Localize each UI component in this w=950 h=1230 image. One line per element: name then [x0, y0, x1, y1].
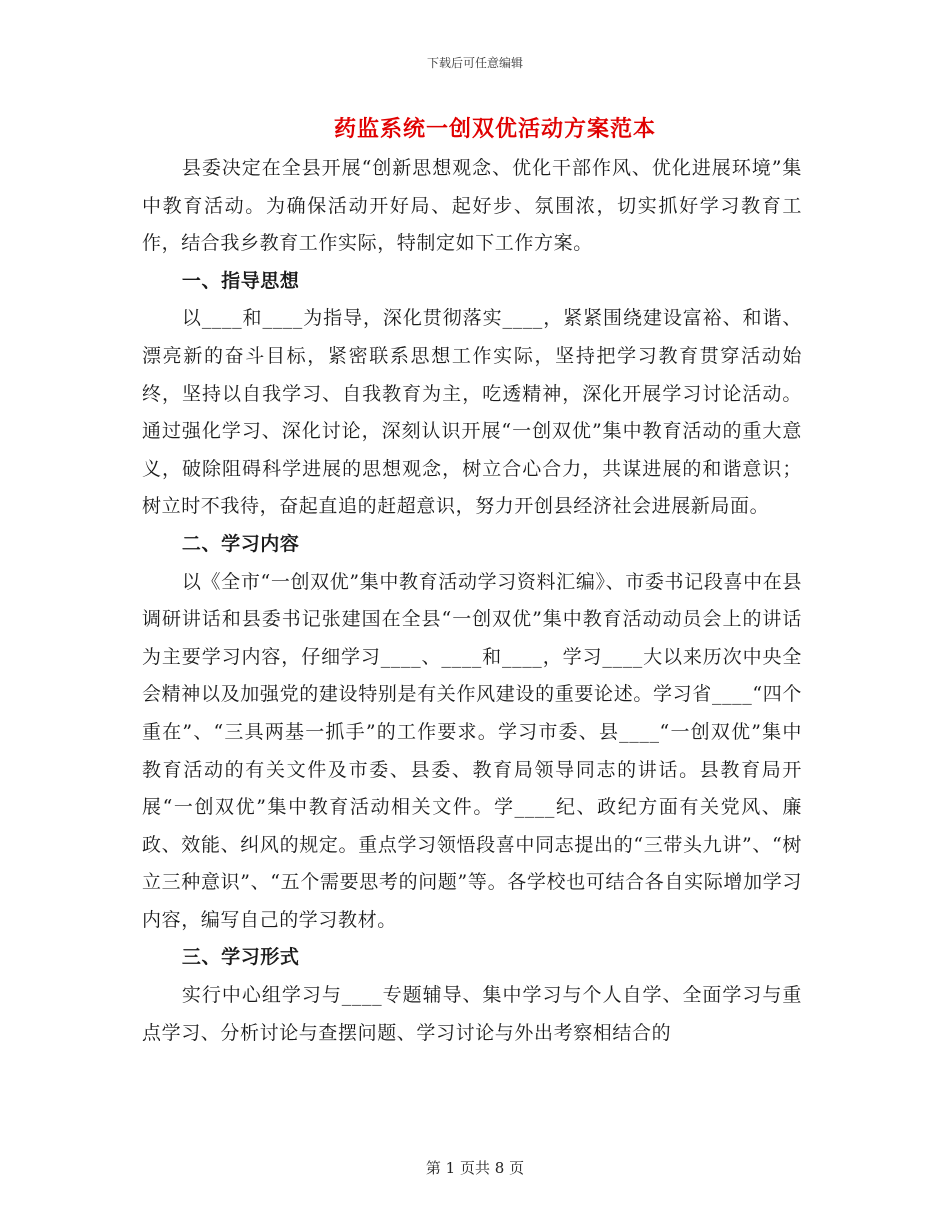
document-body — [142, 150, 802, 1052]
section-heading-study-form: 三、学习形式 — [181, 946, 300, 969]
section-body-guiding-thought: 以____和____为指导，深化贯彻落实____，紧紧围绕建设富裕、和谐、漂亮新的奋斗目标，紧密联系思想工作实际，坚持把学习教育贯穿活动始终，坚持以自我学习、自我教育为主，吃透精神，深化开展学习讨论活动。通过强化学习、深化讨论，深刻认识开展“一创双优”集中教育活动的重大意义，破除阻碍科学进展的思想观念，树立合心合力，共谋进展的和谐意识；树立时不我待，奋起直追的赶超意识，努力开创县经济社会进展新局面。 — [142, 307, 802, 518]
document-title: 药监系统一创双优活动方案范本 — [333, 116, 656, 142]
section-body-study-content: 以《全市“一创双优”集中教育活动学习资料汇编》、市委书记段喜中在县调研讲话和县委书记张建国在全县“一创双优”集中教育活动动员会上的讲话为主要学习内容，仔细学习____、____和____，学习____大以来历次中央全会精神以及加强党的建设特别是有关作风建设的重要论述。学习省____“四个重在”、“三具两基一抓手”的工作要求。学习市委、县____“一创双优”集中教育活动的有关文件及市委、县委、教育局领导同志的讲话。县教育局开展“一创双优”集中教育活动相关文件。学____纪、政纪方面有关党风、廉政、效能、纠风的规定。重点学习领悟段喜中同志提出的“三带头九讲”、“树立三种意识”、“五个需要思考的问题”等。各学校也可结合各自实际增加学习内容，编写自己的学习教材。 — [142, 570, 802, 931]
header-note: 下载后可任意编辑 — [426, 56, 523, 70]
intro-paragraph: 县委决定在全县开展“创新思想观念、优化干部作风、优化进展环境”集中教育活动。为确保活动开好局、起好步、氛围浓，切实抓好学习教育工作，结合我乡教育工作实际，特制定如下工作方案。 — [142, 157, 802, 255]
section-body-study-form: 实行中心组学习与____专题辅导、集中学习与个人自学、全面学习与重点学习、分析讨论与查摆问题、学习讨论与外出考察相结合的 — [142, 984, 802, 1044]
section-heading-study-content: 二、学习内容 — [181, 532, 300, 555]
page-number: 第 1 页共 8 页 — [425, 1159, 525, 1177]
section-heading-guiding-thought: 一、指导思想 — [181, 269, 300, 292]
